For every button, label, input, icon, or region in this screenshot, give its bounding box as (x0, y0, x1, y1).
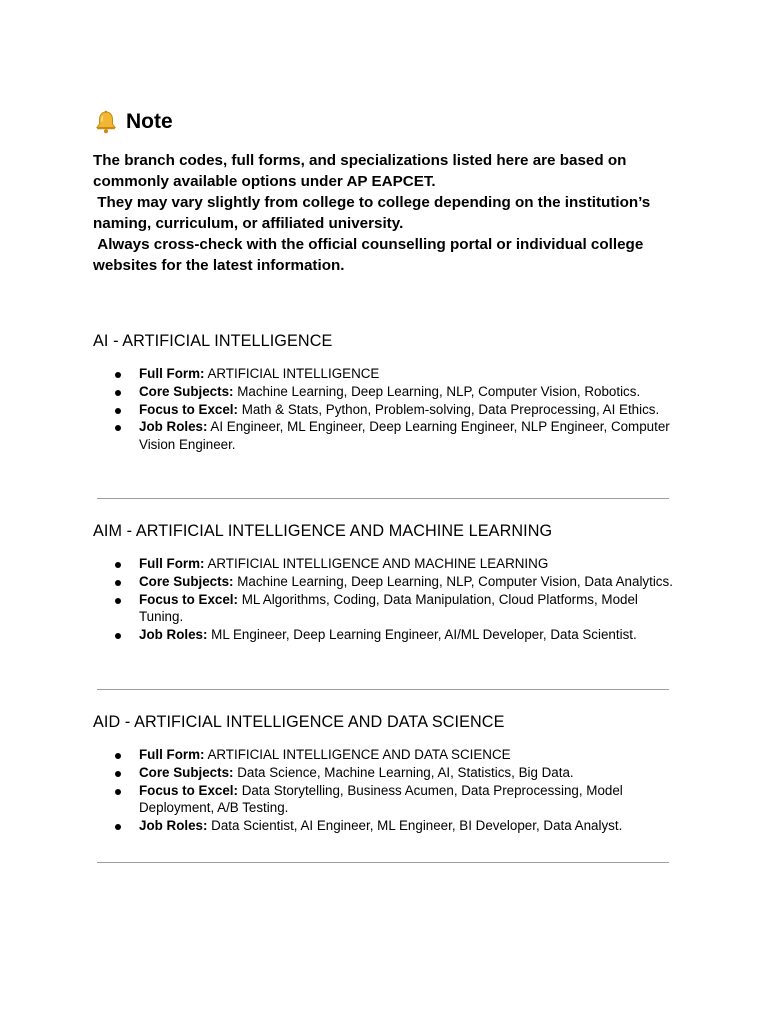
note-title (93, 109, 173, 135)
bullet-icon (115, 598, 121, 604)
list-item-core-subjects: Core Subjects: Machine Learning, Deep Learning, NLP, Computer Vision, Robotics. (93, 383, 679, 401)
section-heading: AI - ARTIFICIAL INTELLIGENCE (93, 332, 333, 350)
note-paragraph: The branch codes, full forms, and specializations listed here are based on commonly available options under AP EAPCET. (93, 152, 627, 190)
bullet-icon (115, 824, 121, 830)
section-aim (93, 521, 683, 644)
note-title-text: Note (126, 110, 173, 133)
section-aid (93, 712, 683, 835)
list-item-focus: Focus to Excel: Data Storytelling, Business Acumen, Data Preprocessing, Model Deployment, A/B Testing. (93, 782, 679, 818)
bullet-icon (115, 408, 121, 414)
list-item-job-roles: Job Roles: ML Engineer, Deep Learning Engineer, AI/ML Developer, Data Scientist. (93, 626, 679, 644)
bullet-icon (115, 390, 121, 396)
bullet-icon (115, 753, 121, 759)
list-item-job-roles: Job Roles: AI Engineer, ML Engineer, Deep Learning Engineer, NLP Engineer, Computer Vision Engineer. (93, 418, 679, 454)
bullet-icon (115, 580, 121, 586)
section-list (93, 746, 683, 835)
list-item-full-form: Full Form: ARTIFICIAL INTELLIGENCE AND DATA SCIENCE (93, 746, 679, 764)
section-divider (97, 689, 669, 690)
list-item-focus: Focus to Excel: Math & Stats, Python, Problem-solving, Data Preprocessing, AI Ethics. (93, 401, 679, 419)
section-list (93, 365, 683, 454)
section-ai (93, 331, 683, 454)
bullet-icon (115, 771, 121, 777)
list-item-full-form: Full Form: ARTIFICIAL INTELLIGENCE (93, 365, 679, 383)
note-paragraph: Always cross-check with the official counselling portal or individual college websites for the latest information. (93, 236, 648, 274)
bell-icon (93, 109, 119, 135)
bullet-icon (115, 562, 121, 568)
list-item-full-form: Full Form: ARTIFICIAL INTELLIGENCE AND MACHINE LEARNING (93, 555, 679, 573)
bullet-icon (115, 633, 121, 639)
note-paragraph: They may vary slightly from college to college depending on the institution’s naming, curriculum, or affiliated university. (93, 194, 655, 232)
list-item-core-subjects: Core Subjects: Data Science, Machine Learning, AI, Statistics, Big Data. (93, 764, 679, 782)
note-body (93, 150, 673, 276)
bullet-icon (115, 372, 121, 378)
bullet-icon (115, 425, 121, 431)
section-heading: AID - ARTIFICIAL INTELLIGENCE AND DATA SCIENCE (93, 713, 505, 731)
section-heading: AIM - ARTIFICIAL INTELLIGENCE AND MACHINE LEARNING (93, 522, 553, 540)
bullet-icon (115, 789, 121, 795)
list-item-core-subjects: Core Subjects: Machine Learning, Deep Learning, NLP, Computer Vision, Data Analytics. (93, 573, 679, 591)
section-list (93, 555, 683, 644)
section-divider (97, 498, 669, 499)
list-item-job-roles: Job Roles: Data Scientist, AI Engineer, ML Engineer, BI Developer, Data Analyst. (93, 817, 679, 835)
list-item-focus: Focus to Excel: ML Algorithms, Coding, Data Manipulation, Cloud Platforms, Model Tuning. (93, 591, 679, 627)
section-divider (97, 862, 669, 863)
